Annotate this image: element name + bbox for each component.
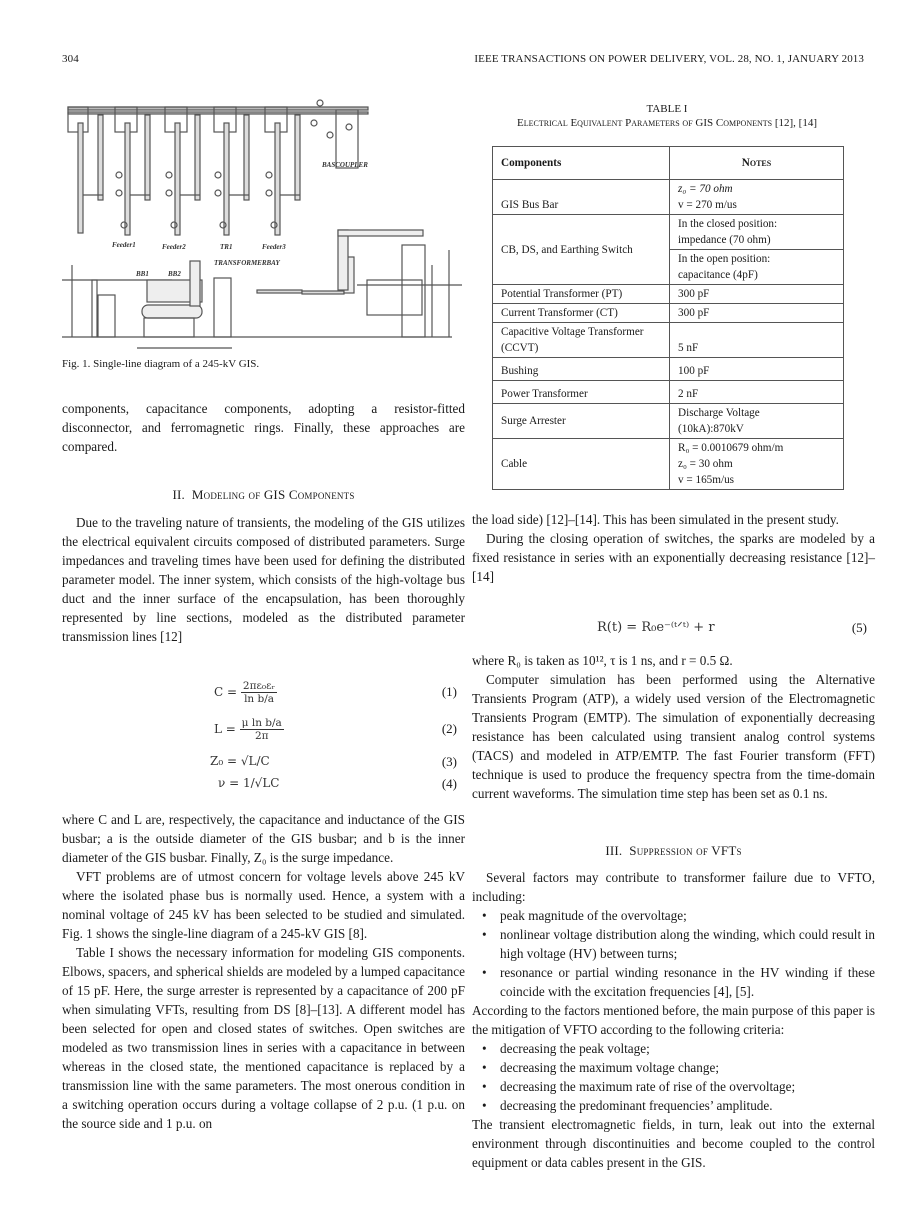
cell-notes: 100 pF [670,358,844,381]
list-item: • decreasing the maximum voltage change; [472,1058,875,1077]
cell-component: Cable [493,439,670,490]
bay-feeder1 [115,107,150,235]
cell-notes: z₀ = 70 ohm v = 270 m/us [670,180,844,215]
cell-notes: R₀ = 0.0010679 ohm/m z₀ = 30 ohm v = 165m/us [670,439,844,490]
cell-component: Surge Arrester [493,404,670,439]
bay-feeder2 [165,107,200,235]
section-2-heading: II. Modeling of GIS Components [172,487,355,502]
table-row [493,358,844,381]
gis-single-line-diagram [62,95,462,350]
equation-4: ν = 1/√LC (4) [218,776,457,791]
list-item: • peak magnitude of the overvoltage; [472,906,875,925]
running-header: IEEE TRANSACTIONS ON POWER DELIVERY, VOL. 28, NO. 1, JANUARY 2013 [474,53,864,65]
cell-notes: 5 nF [670,323,844,358]
criteria-list [472,1039,875,1115]
table-row [493,439,844,490]
label-bb2: BB2 [168,270,181,278]
cell-component: Potential Transformer (PT) [493,285,670,304]
table-header-row [493,147,844,180]
label-tr1: TR1 [220,243,233,251]
page-number: 304 [62,53,79,65]
equation-1: C = $\frac{\text{2πε₀εᵣ}}{\text{ln b/a}}$ (1) [214,680,457,705]
table-row [493,285,844,304]
intro-paragraph: components, capacitance components, adopting a resistor-fitted disconnector, and ferromagnetic rings. Finally, these approaches are compared. [62,401,465,454]
bay-tr1 [214,107,249,235]
table-row [493,215,844,250]
bay-0 [68,107,103,233]
label-feeder1: Feeder1 [112,241,136,249]
cell-notes: 2 nF [670,381,844,404]
list-item: • decreasing the peak voltage; [472,1039,875,1058]
right-para-1-2: the load side) [12]–[14]. This has been simulated in the present study. During the closing operation of switches, the sparks are modeled by a fixed resistance in series with an exponentially decreasing resistance [12]–[14] [472,512,875,584]
list-item: • nonlinear voltage distribution along the winding, which could result in high voltage (HV) between turns; [472,925,875,963]
cell-notes: 300 pF [670,304,844,323]
cell-component: Current Transformer (CT) [493,304,670,323]
cell-notes: 300 pF [670,285,844,304]
right-para-5-7: Several factors may contribute to transformer failure due to VFTO, including: • peak magnitude of the overvoltage; • nonlinear voltage distribution along the winding, which could result in high voltage (HV) between turns; • resonance or partial winding resonance in the HV winding if these coincide with the excitation frequencies [4], [5]. According to the factors mentioned before, the main purpose of this paper is the mitigation of VFTO according to the following criteria: • decreasing the peak voltage; • decreasing the maximum voltage change; • decreasing the maximum rate of rise of the overvoltage; • decreasing the predominant frequencies’ amplitude. The transient electromagnetic fields, in turn, leak out into the external environment through discontinuities and become coupled to the control equipment or data cables present in the GIS. [472,868,875,1172]
cell-component: GIS Bus Bar [493,180,670,215]
cell-notes: Discharge Voltage (10kA):870kV [670,404,844,439]
label-transformerbay: TRANSFORMERBAY [214,259,280,267]
header-notes: Notes [670,147,844,180]
cell-component: Power Transformer [493,381,670,404]
header-components: Components [493,147,670,180]
list-item: • resonance or partial winding resonance in the HV winding if these coincide with the excitation frequencies [4], [5]. [472,963,875,1001]
label-feeder3: Feeder3 [262,243,286,251]
equation-5: R(t) = R₀e⁻⁽ᵗᐟᵗ⁾ + r (5) [597,620,867,635]
parameters-table [492,146,844,490]
table-row [493,304,844,323]
label-bascoupler: BASCOUPLER [322,161,368,169]
equation-2: L = $\frac{\text{μ ln b/a}}{2\pi}$ (2) [214,717,457,742]
cell-component: CB, DS, and Earthing Switch [493,215,670,285]
list-item: • decreasing the maximum rate of rise of the overvoltage; [472,1077,875,1096]
list-item: • decreasing the predominant frequencies’ amplitude. [472,1096,875,1115]
bay-feeder3 [265,107,300,235]
cell-notes: In the closed position: impedance (70 ohm) [670,215,844,250]
figure-1-caption: Fig. 1. Single-line diagram of a 245-kV GIS. [62,358,260,370]
table-row [493,381,844,404]
cell-component: Bushing [493,358,670,381]
figure-1 [62,95,462,350]
cell-notes: In the open position: capacitance (4pF) [670,250,844,285]
table-row [493,180,844,215]
left-para-1: Due to the traveling nature of transients, the modeling of the GIS utilizes the electrical equivalent circuits composed of distributed parameters. Surge impedances and traveling times have been used for defining the distributed parameter model. The inner system, which consists of the high-voltage bus duct and the inner surface of the encapsulation, has been thoroughly represented by line sections, modeled as the distributed parameter transmission lines [12] [62,515,465,644]
table-number: TABLE I [646,103,688,115]
left-column-intro [62,399,465,456]
busbar-lower [68,112,368,114]
label-bb1: BB1 [136,270,149,278]
table-title: Electrical Equivalent Parameters of GIS Components [12], [14] [516,117,818,129]
equation-3: Z₀ = √L/C (3) [210,754,457,769]
section-3-heading: III. Suppression of VFTs [605,843,742,858]
left-para-2-4: where C and L are, respectively, the capacitance and inductance of the GIS busbar; a is the outside diameter of the GIS busbar; and b is the inner diameter of the GIS busbar. Finally, Z₀ is the surge impedance. VFT problems are of utmost concern for voltage levels above 245 kV where the isolated phase bus is normally used. Hence, a system with a nominal voltage of 245 kV has been selected to be studied and simulated. Fig. 1 shows the single-line diagram of a 245-kV GIS [8]. Table I shows the necessary information for modeling GIS components. Elbows, spacers, and spherical shields are modeled by a lumped capacitance of 15 pF. Here, the surge arrester is represented by a capacitance of 200 pF when simulating VFTs, resulting from DS [8]–[13]. A different model has been selected for open and closed states of switches. Open switches are modeled as two transmission lines in series with a capacitance in between whereas in the closed state, the mentioned capacitance is replaced by a transmission line with the same parameters. The most onerous condition in a switching operation occurs during a voltage collapse of 2 p.u. (1 p.u. on the source side and 1 p.u. on [62,812,465,1131]
cell-component: Capacitive Voltage Transformer (CCVT) [493,323,670,358]
label-feeder2: Feeder2 [162,243,186,251]
table-row [493,323,844,358]
table-row [493,404,844,439]
factors-list [472,906,875,1001]
right-para-3-4: where R₀ is taken as 10¹², τ is 1 ns, and r = 0.5 Ω. Computer simulation has been performed using the Alternative Transients Program (ATP), a widely used version of the Electromagnetic Transients Program (EMTP). The simulation of exponentially decreasing resistance has been calculated using transient analog control systems (TACS) and modeled in ATP/EMTP. The fast Fourier transform (FFT) technique is used to produce the frequency spectra from the time-domain current waveforms. The simulation time step has been set as 0.1 ns. [472,653,875,801]
